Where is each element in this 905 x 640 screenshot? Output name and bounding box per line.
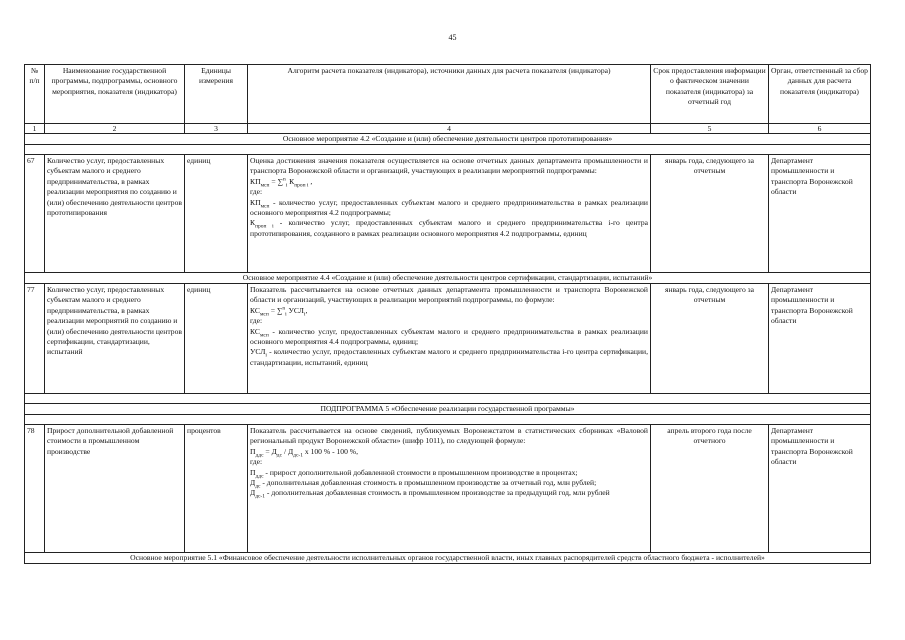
definition xyxy=(250,218,648,239)
row-unit: процентов xyxy=(185,425,248,553)
formula-part: = Д xyxy=(263,446,277,456)
header-unit: Единицы измерения xyxy=(185,65,248,124)
row-name: Количество услуг, предоставленных субъектам малого и среднего предпринимательства, в рамках реализации мероприятий по созданию и (или) обеспечению деятельности центров сертификации, стандартизации, испытаний xyxy=(45,284,185,394)
def-symbol: Д xyxy=(250,488,256,498)
row-org: Департамент промышленности и транспорта Воронежской области xyxy=(769,425,871,553)
header-num: № п/п xyxy=(25,65,45,124)
row-num: 78 xyxy=(25,425,45,553)
row-algorithm xyxy=(248,425,651,553)
formula-part: х 100 % - 100 %, xyxy=(302,446,359,456)
definition xyxy=(250,478,648,488)
def-symbol: К xyxy=(250,218,256,228)
row-name: Количество услуг, предоставленных субъектам малого и среднего предпринимательства, в рамках реализации мероприятия по созданию и (или) обеспечению деятельности центров прототипирования xyxy=(45,155,185,273)
algo-intro: Показатель рассчитывается на основе сведений, публикуемых Воронежстатом в статистических сборниках «Валовой региональный продукт Воронежской области» (шифр 1011), по следующей формуле: xyxy=(250,426,648,446)
where-label: где: xyxy=(250,316,263,326)
def-symbol: КП xyxy=(250,197,261,207)
formula-sub: i xyxy=(285,182,288,189)
formula-sub: i xyxy=(285,311,287,318)
formula-sub: мсп xyxy=(260,182,270,189)
algo-intro: Показатель рассчитывается на основе отчетных данных департамента промышленности и транспорта Воронежской области и организаций, участвующих в реализации мероприятий подпрограммы, по формуле: xyxy=(250,285,648,305)
column-number: 2 xyxy=(45,124,185,134)
def-text: - дополнительная добавленная стоимость в промышленном производстве за предыдущий год, млн рублей xyxy=(265,488,610,498)
header-algorithm: Алгоритм расчета показателя (индикатора), источники данных для расчета показателя (индикатора) xyxy=(248,65,651,124)
def-symbol: Д xyxy=(250,478,256,488)
def-symbol: КС xyxy=(250,326,260,336)
row-term: январь года, следующего за отчетным xyxy=(651,284,769,394)
table-row xyxy=(25,425,871,553)
definition xyxy=(250,198,648,219)
formula-sup: n xyxy=(282,176,286,183)
header-name: Наименование государственной программы, подпрограммы, основного мероприятия, показателя (индикатора) xyxy=(45,65,185,124)
section-title: Основное мероприятие 4.2 «Создание и (или) обеспечение деятельности центров прототипирования» xyxy=(25,134,871,145)
where-label: где: xyxy=(250,457,263,467)
section-row xyxy=(25,404,871,415)
row-algorithm xyxy=(248,155,651,273)
def-sub: мсп xyxy=(259,332,269,339)
column-number: 6 xyxy=(769,124,871,134)
formula-part: , xyxy=(305,305,308,315)
page-number: 45 xyxy=(448,33,457,42)
definition xyxy=(250,347,648,368)
row-org: Департамент промышленности и транспорта Воронежской области xyxy=(769,284,871,394)
row-unit: единиц xyxy=(185,155,248,273)
def-symbol: П xyxy=(250,467,256,477)
column-numbers-row xyxy=(25,124,871,134)
formula-sub: дс xyxy=(276,452,283,459)
column-number: 4 xyxy=(248,124,651,134)
row-term: январь года, следующего за отчетным xyxy=(651,155,769,273)
row-org: Департамент промышленности и транспорта Воронежской области xyxy=(769,155,871,273)
spacer xyxy=(25,415,871,425)
def-text: - количество услуг, предоставленных субъектам малого и среднего предпринимательства i-го центра прототипирования, созданного в рамках реализации основного мероприятия 4.2 подпрограммы, единиц xyxy=(250,218,648,238)
def-text: - количество услуг, предоставленных субъектам малого и среднего предпринимательства в рамках реализации основного мероприятия 4.4 подпрограммы, единиц; xyxy=(250,326,648,347)
formula-part: = ∑ xyxy=(269,176,283,186)
formula-part: / Д xyxy=(282,446,294,456)
header-org: Орган, ответственный за сбор данных для расчета показателя (индикатора) xyxy=(769,65,871,124)
formula xyxy=(250,447,648,457)
section-row xyxy=(25,553,871,564)
table-header-row xyxy=(25,65,871,124)
column-number: 1 xyxy=(25,124,45,134)
section-title: Основное мероприятие 4.4 «Создание и (или) обеспечение деятельности центров сертификации, стандартизации, испытаний» xyxy=(25,273,871,284)
row-unit: единиц xyxy=(185,284,248,394)
formula-part: П xyxy=(250,446,256,456)
formula-sub: мсп xyxy=(259,311,269,318)
formula-part: КП xyxy=(250,176,261,186)
def-sub: дс-1 xyxy=(255,493,266,500)
section-title: Основное мероприятие 5.1 «Финансовое обеспечение деятельности исполнительных органов государственной власти, иных главных распорядителей средств областного бюджета - исполнителей» xyxy=(25,553,871,564)
spacer-row xyxy=(25,394,871,404)
formula xyxy=(250,177,648,187)
def-sub: i xyxy=(265,352,267,359)
definition xyxy=(250,327,648,348)
formula-sub: проп i xyxy=(294,182,309,189)
def-symbol: УСЛ xyxy=(250,347,266,357)
section-row xyxy=(25,134,871,145)
definition xyxy=(250,468,648,478)
spacer xyxy=(25,394,871,404)
formula-sub: ддс xyxy=(255,452,264,459)
indicator-table xyxy=(24,64,871,564)
definition xyxy=(250,488,648,498)
formula-part: = ∑ xyxy=(268,305,283,315)
row-algorithm xyxy=(248,284,651,394)
header-term: Срок предоставления информации о фактическом значении показателя (индикатора) за отчетный год xyxy=(651,65,769,124)
formula xyxy=(250,306,648,316)
formula-sub: i xyxy=(303,311,306,318)
def-text: - количество услуг, предоставленных субъектам малого и среднего предпринимательства i-го центра сертификации, стандартизации, испытаний, единиц xyxy=(250,347,648,367)
formula-sub: дс-1 xyxy=(293,452,303,459)
table-row xyxy=(25,284,871,394)
table-row xyxy=(25,155,871,273)
def-text: - количество услуг, предоставленных субъектам малого и среднего предпринимательства в рамках реализации основного мероприятия 4.2 подпрограммы; xyxy=(250,197,648,218)
where-label: где: xyxy=(250,187,263,197)
row-term: апрель второго года после отчетного xyxy=(651,425,769,553)
formula-part: КС xyxy=(250,305,260,315)
def-text: - прирост дополнительной добавленной стоимости в промышленном производстве в процентах; xyxy=(263,467,578,477)
formula-sup: n xyxy=(282,305,286,312)
def-sub: проп i xyxy=(255,223,274,230)
formula-part: К xyxy=(287,176,295,186)
formula-part: , xyxy=(308,176,313,186)
section-row xyxy=(25,273,871,284)
def-sub: ддс xyxy=(255,473,264,480)
def-text: - дополнительная добавленная стоимость в промышленном производстве за отчетный год, млн рублей; xyxy=(260,478,597,488)
spacer-row xyxy=(25,415,871,425)
row-num: 77 xyxy=(25,284,45,394)
subprogram-title: ПОДПРОГРАММА 5 «Обеспечение реализации государственной программы» xyxy=(25,404,871,415)
def-sub: дс xyxy=(255,483,261,490)
column-number: 3 xyxy=(185,124,248,134)
spacer xyxy=(25,145,871,155)
row-num: 67 xyxy=(25,155,45,273)
column-number: 5 xyxy=(651,124,769,134)
formula-part: УСЛ xyxy=(286,305,304,315)
spacer-row xyxy=(25,145,871,155)
def-sub: мсп xyxy=(260,203,270,210)
algo-intro: Оценка достижения значения показателя осуществляется на основе отчетных данных департамента промышленности и транспорта Воронежской области и организаций, участвующих в реализации мероприятий подпрограммы: xyxy=(250,156,648,176)
row-name: Прирост дополнительной добавленной стоимости в промышленном производстве xyxy=(45,425,185,553)
